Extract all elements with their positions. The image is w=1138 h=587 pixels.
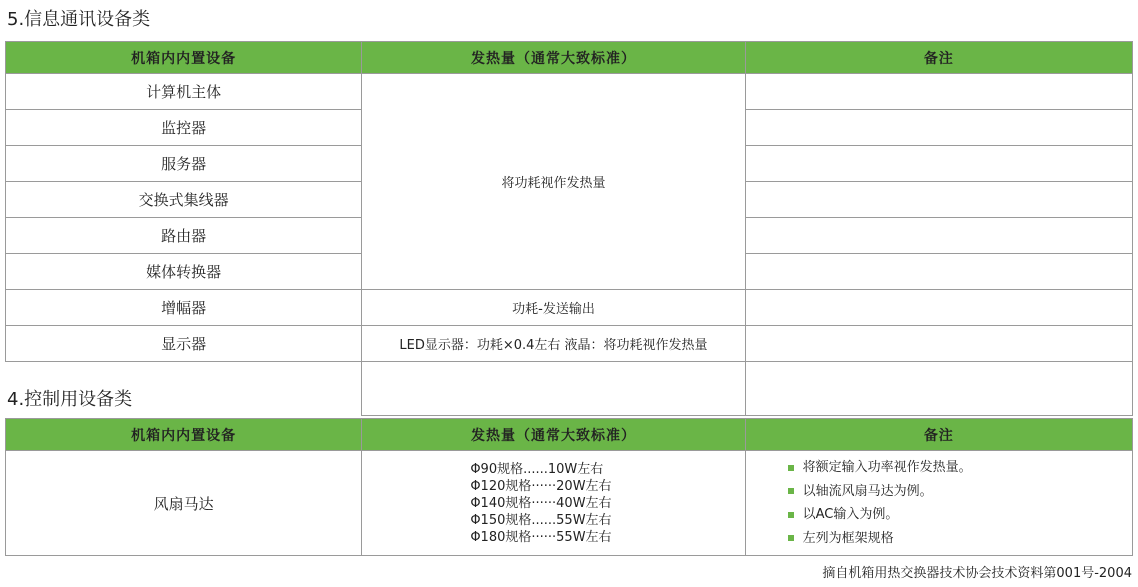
heat-list-cell — [362, 451, 745, 556]
note-cell — [745, 254, 1132, 290]
header-device: 机箱内内置设备 — [6, 419, 362, 451]
notes-list — [746, 456, 1132, 550]
note-cell — [745, 110, 1132, 146]
note-text: 以轴流风扇马达为例。 — [802, 483, 933, 499]
note-item — [788, 503, 1132, 527]
notes-cell — [745, 451, 1132, 556]
note-item — [788, 527, 1132, 551]
note-text: 以AC输入为例。 — [802, 507, 899, 522]
header-notes: 备注 — [745, 42, 1132, 74]
heat-line: Φ150规格......55W左右 — [470, 512, 612, 528]
spacer-cell — [362, 362, 745, 416]
note-text: 将额定输入功率视作发热量。 — [802, 460, 972, 475]
note-item — [788, 456, 1132, 480]
table-row — [6, 74, 1133, 110]
device-cell: 媒体转换器 — [6, 254, 362, 290]
merged-heat-cell: 将功耗视作发热量 — [362, 74, 745, 290]
table-row — [6, 326, 1133, 362]
device-cell: 计算机主体 — [6, 74, 362, 110]
table-spacer-row — [6, 362, 1133, 416]
device-cell: 风扇马达 — [6, 451, 362, 556]
table-control-devices — [5, 418, 1133, 556]
note-cell — [745, 182, 1132, 218]
device-cell: 服务器 — [6, 146, 362, 182]
spacer-cell — [745, 362, 1132, 416]
device-cell: 显示器 — [6, 326, 362, 362]
heat-cell: LED显示器：功耗×0.4左右 液晶：将功耗视作发热量 — [362, 326, 745, 362]
note-text: 左列为框架规格 — [802, 530, 894, 546]
heat-cell: 功耗-发送输出 — [362, 290, 745, 326]
note-cell — [745, 290, 1132, 326]
note-item — [788, 480, 1132, 504]
heat-line: Φ140规格······40W左右 — [470, 495, 612, 511]
square-bullet-icon — [788, 465, 794, 471]
table-header-row — [6, 42, 1133, 74]
header-heat: 发热量（通常大致标准） — [362, 42, 745, 74]
section-5-title: 5.信息通讯设备类 — [7, 9, 151, 30]
table-row — [6, 290, 1133, 326]
table-header-row — [6, 419, 1133, 451]
device-cell: 监控器 — [6, 110, 362, 146]
square-bullet-icon — [788, 488, 794, 494]
header-device: 机箱内内置设备 — [6, 42, 362, 74]
heat-line: Φ90规格......10W左右 — [470, 461, 604, 477]
table-communication-devices — [5, 41, 1133, 416]
device-cell: 交换式集线器 — [6, 182, 362, 218]
header-heat: 发热量（通常大致标准） — [362, 419, 745, 451]
note-cell — [745, 146, 1132, 182]
device-cell: 路由器 — [6, 218, 362, 254]
device-cell: 增幅器 — [6, 290, 362, 326]
table-row — [6, 451, 1133, 556]
heat-line: Φ180规格······55W左右 — [470, 529, 612, 545]
header-notes: 备注 — [745, 419, 1132, 451]
note-cell — [745, 218, 1132, 254]
square-bullet-icon — [788, 512, 794, 518]
square-bullet-icon — [788, 535, 794, 541]
note-cell — [745, 326, 1132, 362]
heat-line: Φ120规格······20W左右 — [470, 478, 612, 494]
note-cell — [745, 74, 1132, 110]
section-4-title: 4.控制用设备类 — [7, 389, 133, 410]
source-citation: 摘自机箱用热交换器技术协会技术资料第001号-2004 — [822, 566, 1132, 581]
